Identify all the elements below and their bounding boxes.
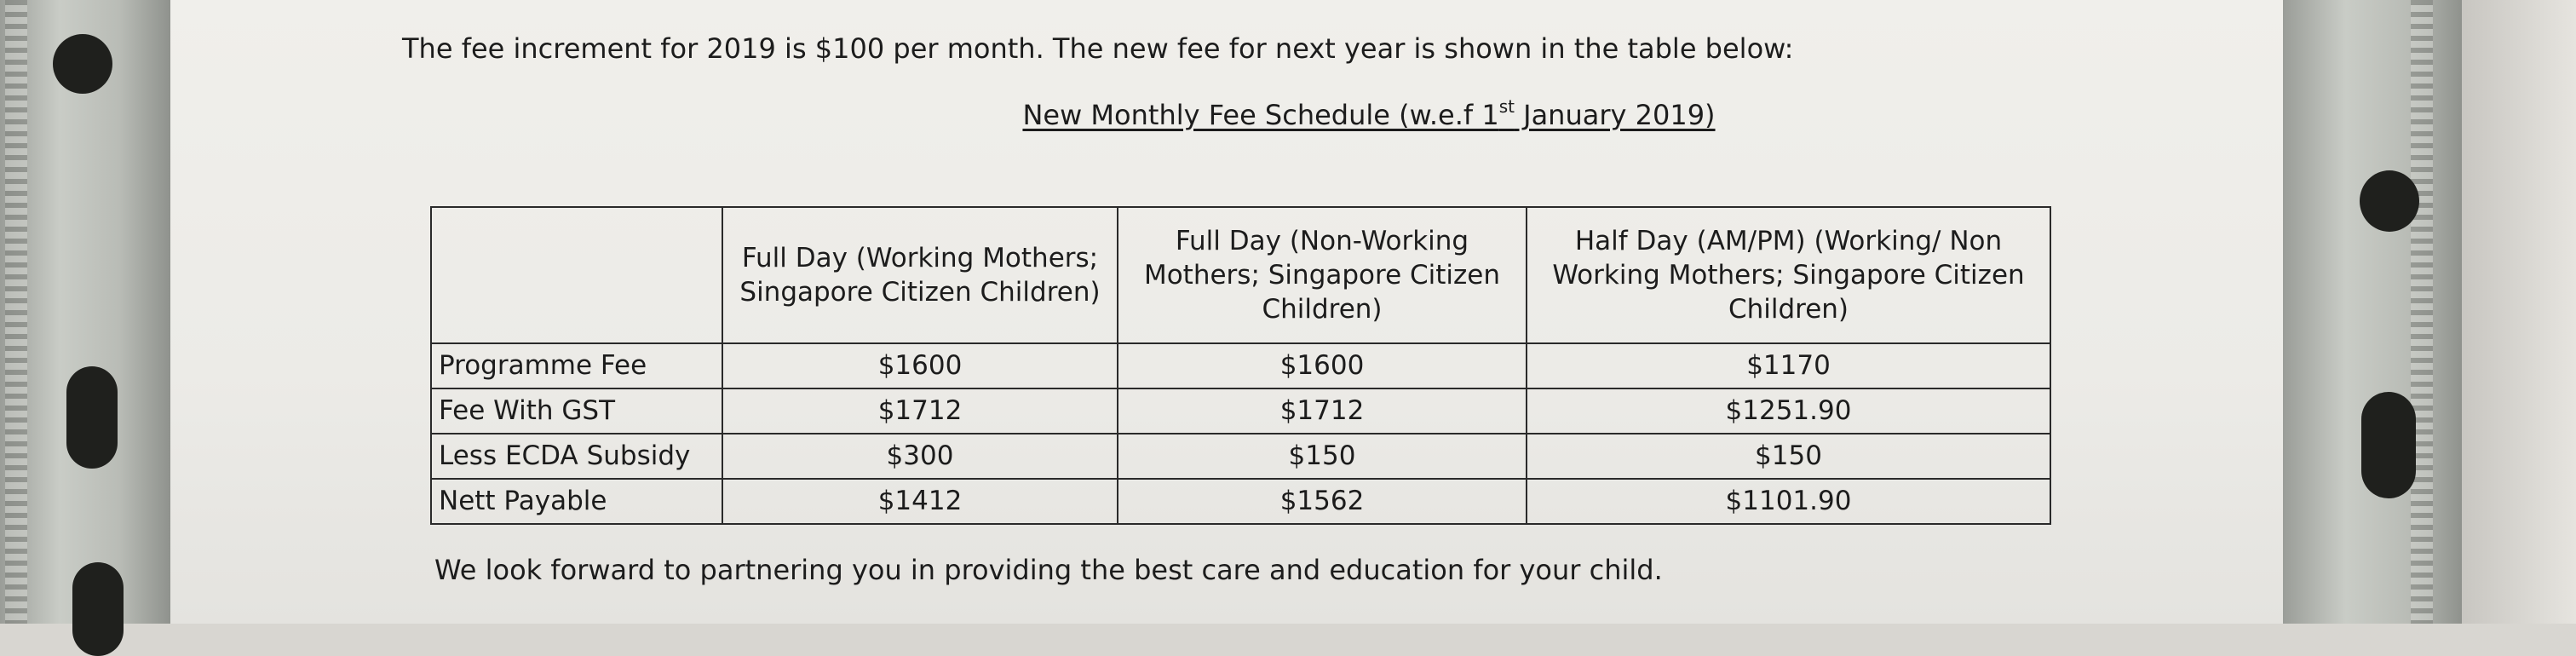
schedule-title (815, 96, 1923, 131)
sheet-protector-right-strip (2283, 0, 2462, 624)
table-cell: $1101.90 (1527, 479, 2050, 524)
row-label: Nett Payable (431, 479, 722, 524)
column-header: Half Day (AM/PM) (Working/ Non Working Mothers; Singapore Citizen Children) (1527, 207, 2050, 343)
row-label: Less ECDA Subsidy (431, 434, 722, 479)
table-cell: $1251.90 (1527, 388, 2050, 434)
perforation-edge (2411, 0, 2433, 624)
table-row (431, 479, 2050, 524)
column-header: Full Day (Working Mothers; Singapore Citizen Children) (722, 207, 1118, 343)
row-label: Programme Fee (431, 343, 722, 388)
binder-hole-top (2360, 170, 2419, 232)
column-header: Full Day (Non-Working Mothers; Singapore Citizen Children) (1118, 207, 1527, 343)
closing-text: We look forward to partnering you in providing the best care and education for your child. (434, 554, 1663, 586)
row-label: Fee With GST (431, 388, 722, 434)
empty-header-cell (431, 207, 722, 343)
fee-table (430, 206, 2051, 525)
binder-hole-top (53, 34, 112, 94)
table-row (431, 343, 2050, 388)
table-cell: $150 (1527, 434, 2050, 479)
table-cell: $1712 (722, 388, 1118, 434)
table-header-row (431, 207, 2050, 343)
table-cell: $300 (722, 434, 1118, 479)
perforation-edge (5, 0, 27, 624)
table-row (431, 388, 2050, 434)
schedule-title-superscript: st (1498, 96, 1515, 117)
schedule-title-end: January 2019) (1514, 99, 1716, 131)
binder-hole-bottom (72, 562, 124, 656)
table-row (431, 434, 2050, 479)
table-cell: $1600 (1118, 343, 1527, 388)
document-page (170, 0, 2283, 624)
table-cell: $150 (1118, 434, 1527, 479)
table-cell: $1562 (1118, 479, 1527, 524)
table-cell: $1600 (722, 343, 1118, 388)
sheet-protector-left-strip (0, 0, 170, 624)
table-cell: $1170 (1527, 343, 2050, 388)
intro-text: The fee increment for 2019 is $100 per month. The new fee for next year is shown in the table below: (402, 32, 1794, 65)
table-cell: $1712 (1118, 388, 1527, 434)
binder-hole-middle (2361, 392, 2416, 498)
binder-hole-middle (66, 366, 118, 469)
schedule-title-main: New Monthly Fee Schedule (w.e.f 1 (1022, 99, 1499, 131)
table-cell: $1412 (722, 479, 1118, 524)
background-surface (2462, 0, 2576, 624)
